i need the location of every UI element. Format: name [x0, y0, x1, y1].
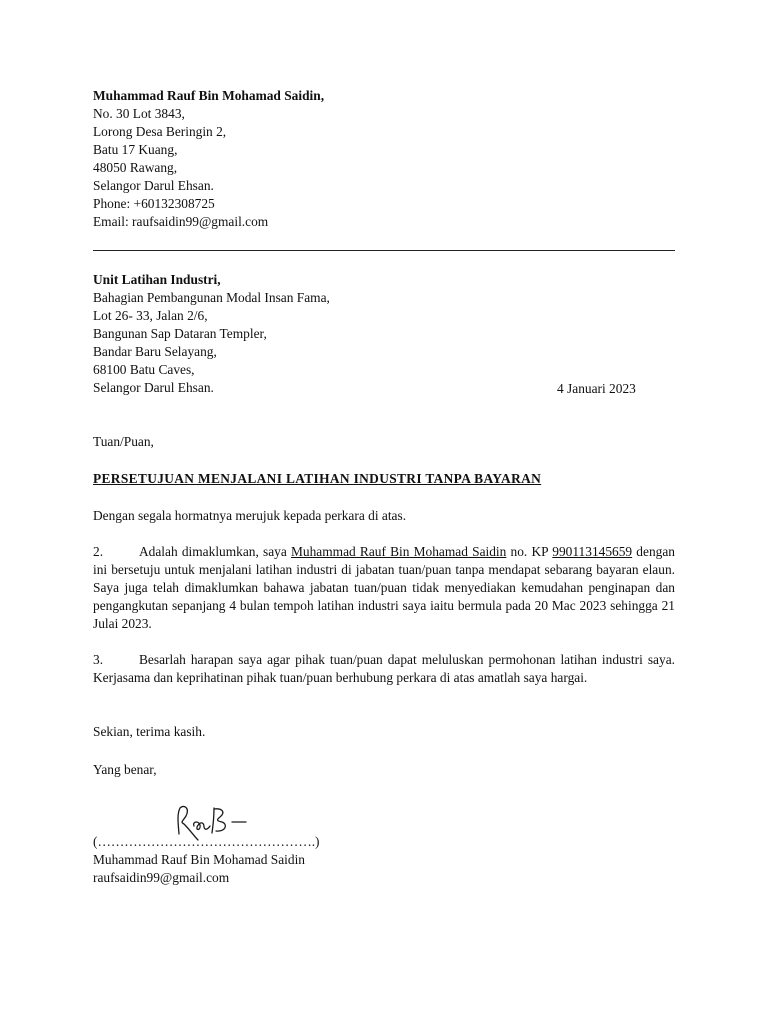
paragraph-text: no. KP	[506, 544, 553, 559]
sender-address-line: Lorong Desa Beringin 2,	[93, 124, 227, 139]
paragraph-number: 2.	[93, 544, 104, 559]
recipient-address-line: Bandar Baru Selayang,	[93, 344, 217, 359]
applicant-name: Muhammad Rauf Bin Mohamad Saidin	[291, 544, 507, 559]
sender-address-line: No. 30 Lot 3843,	[93, 106, 185, 121]
sender-phone: Phone: +60132308725	[93, 196, 215, 211]
signoff-line: Yang benar,	[93, 762, 157, 777]
letter-date: 4 Januari 2023	[557, 381, 636, 396]
recipient-address-line: Lot 26- 33, Jalan 2/6,	[93, 308, 208, 323]
paragraph-3	[93, 651, 675, 687]
recipient-block	[93, 271, 675, 397]
paragraph-text: Adalah dimaklumkan, saya	[139, 544, 291, 559]
sender-address-line: Selangor Darul Ehsan.	[93, 178, 214, 193]
paragraph-number: 3.	[93, 652, 104, 667]
signatory-name: Muhammad Rauf Bin Mohamad Saidin	[93, 852, 305, 867]
sender-email: Email: raufsaidin99@gmail.com	[93, 214, 269, 229]
sender-address-line: 48050 Rawang,	[93, 160, 178, 175]
paragraph-2	[93, 543, 675, 633]
paragraph-text: dengan ini bersetuju untuk menjalani latihan industri di jabatan tuan/puan tanpa mendapat sebarang bayaran elaun. Saya juga telah dimaklumkan bahawa jabatan tuan/puan tidak menyediakan kemudahan penginapan dan pengangkutan sepanjang 4 bulan tempoh latihan industri saya iaitu bermula pada 20 Mac 2023 sehingga 21 Julai 2023.	[93, 544, 675, 631]
paragraph-text: Besarlah harapan saya agar pihak tuan/puan dapat meluluskan permohonan latihan industri saya. Kerjasama dan keprihatinan pihak tuan/puan berhubung perkara di atas amatlah saya hargai.	[93, 652, 675, 685]
header-divider	[93, 250, 675, 251]
recipient-address-line: Bangunan Sap Dataran Templer,	[93, 326, 267, 341]
recipient-address-line: 68100 Batu Caves,	[93, 362, 195, 377]
recipient-address-line: Selangor Darul Ehsan.	[93, 380, 214, 395]
recipient-name: Unit Latihan Industri,	[93, 272, 221, 287]
intro-paragraph: Dengan segala hormatnya merujuk kepada perkara di atas.	[93, 508, 407, 523]
ic-number: 990113145659	[552, 544, 633, 559]
signatory-email: raufsaidin99@gmail.com	[93, 870, 230, 885]
signature-line: (………………………………………….)	[93, 834, 320, 849]
closing-line: Sekian, terima kasih.	[93, 724, 206, 739]
sender-block	[93, 87, 675, 231]
salutation: Tuan/Puan,	[93, 434, 154, 449]
recipient-address-line: Bahagian Pembangunan Modal Insan Fama,	[93, 290, 330, 305]
sender-name: Muhammad Rauf Bin Mohamad Saidin,	[93, 88, 325, 103]
subject-title: PERSETUJUAN MENJALANI LATIHAN INDUSTRI TANPA BAYARAN	[93, 471, 542, 486]
sender-address-line: Batu 17 Kuang,	[93, 142, 178, 157]
signature-block	[93, 833, 675, 887]
